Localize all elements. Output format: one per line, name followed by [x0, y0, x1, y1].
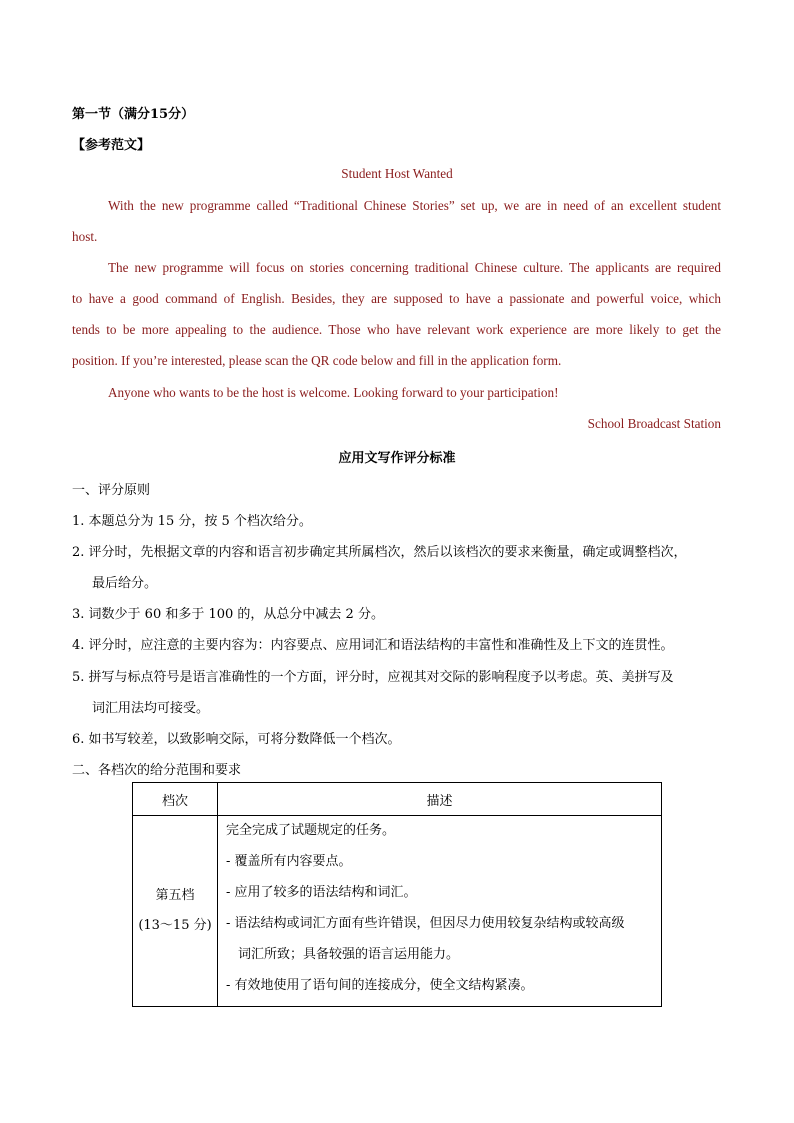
rule-3: 3. 词数少于 60 和多于 100 的，从总分中减去 2 分。: [72, 607, 384, 622]
rule-4: 4. 评分时，应注意的主要内容为：内容要点、应用词汇和语法结构的丰富性和准确性及上下文的连贯性。: [72, 638, 674, 653]
criteria-title: 应用文写作评分标准: [338, 451, 456, 466]
essay-p1-line2: host.: [72, 229, 98, 244]
desc-line: 完全完成了试题规定的任务。: [226, 823, 396, 838]
rule-6: 6. 如书写较差，以致影响交际，可将分数降低一个档次。: [72, 732, 401, 747]
sample-essay-label: 【参考范文】: [72, 138, 151, 153]
desc-line: - 覆盖所有内容要点。: [226, 854, 352, 869]
ranges-heading: 二、各档次的给分范围和要求: [72, 763, 242, 778]
table-row: [133, 816, 662, 1007]
header-grade: 档次: [133, 783, 218, 816]
section-heading: 第一节（满分15分）: [72, 107, 195, 122]
essay-title: Student Host Wanted: [341, 166, 453, 181]
rule-5-line2: 词汇用法均可接受。: [92, 701, 210, 716]
essay-p2-line4: position. If you’re interested, please scan the QR code below and fill in the application form.: [72, 353, 562, 368]
desc-line: - 语法结构或词汇方面有些许错误，但因尽力使用较复杂结构或较高级: [226, 916, 625, 931]
header-description: 描述: [218, 783, 662, 816]
desc-line: 词汇所致；具备较强的语言运用能力。: [238, 947, 460, 962]
rule-5-line1: 5. 拼写与标点符号是语言准确性的一个方面，评分时，应视其对交际的影响程度予以考虑。英、美拼写及: [72, 670, 674, 685]
grade-range: (13～15 分): [138, 918, 212, 933]
essay-p2-line2: to have a good command of English. Besides, they are supposed to have a passionate and powerful voice, which: [72, 291, 721, 306]
rule-2-line2: 最后给分。: [92, 576, 158, 591]
desc-line: - 有效地使用了语句间的连接成分，使全文结构紧凑。: [226, 978, 534, 993]
essay-p3-line1: Anyone who wants to be the host is welcome. Looking forward to your participation!: [108, 385, 559, 400]
grade-name: 第五档: [155, 888, 195, 903]
rule-1: 1. 本题总分为 15 分，按 5 个档次给分。: [72, 514, 312, 529]
essay-p2-line3: tends to be more appealing to the audience. Those who have relevant work experience are more likely to get the: [72, 322, 721, 337]
grade-cell: [133, 816, 218, 1007]
essay-p2-line1: The new programme will focus on stories concerning traditional Chinese culture. The applicants are required: [108, 260, 721, 275]
description-cell: [218, 816, 662, 1007]
desc-line: - 应用了较多的语法结构和词汇。: [226, 885, 417, 900]
essay-signature: School Broadcast Station: [587, 416, 721, 431]
rule-2-line1: 2. 评分时，先根据文章的内容和语言初步确定其所属档次，然后以该档次的要求来衡量，确定或调整档次，: [72, 545, 687, 560]
grading-table: [132, 782, 662, 1007]
principles-heading: 一、评分原则: [72, 483, 151, 498]
essay-p1-line1: With the new programme called “Traditional Chinese Stories” set up, we are in need of an excellent student: [108, 198, 721, 213]
table-header-row: [133, 783, 662, 816]
